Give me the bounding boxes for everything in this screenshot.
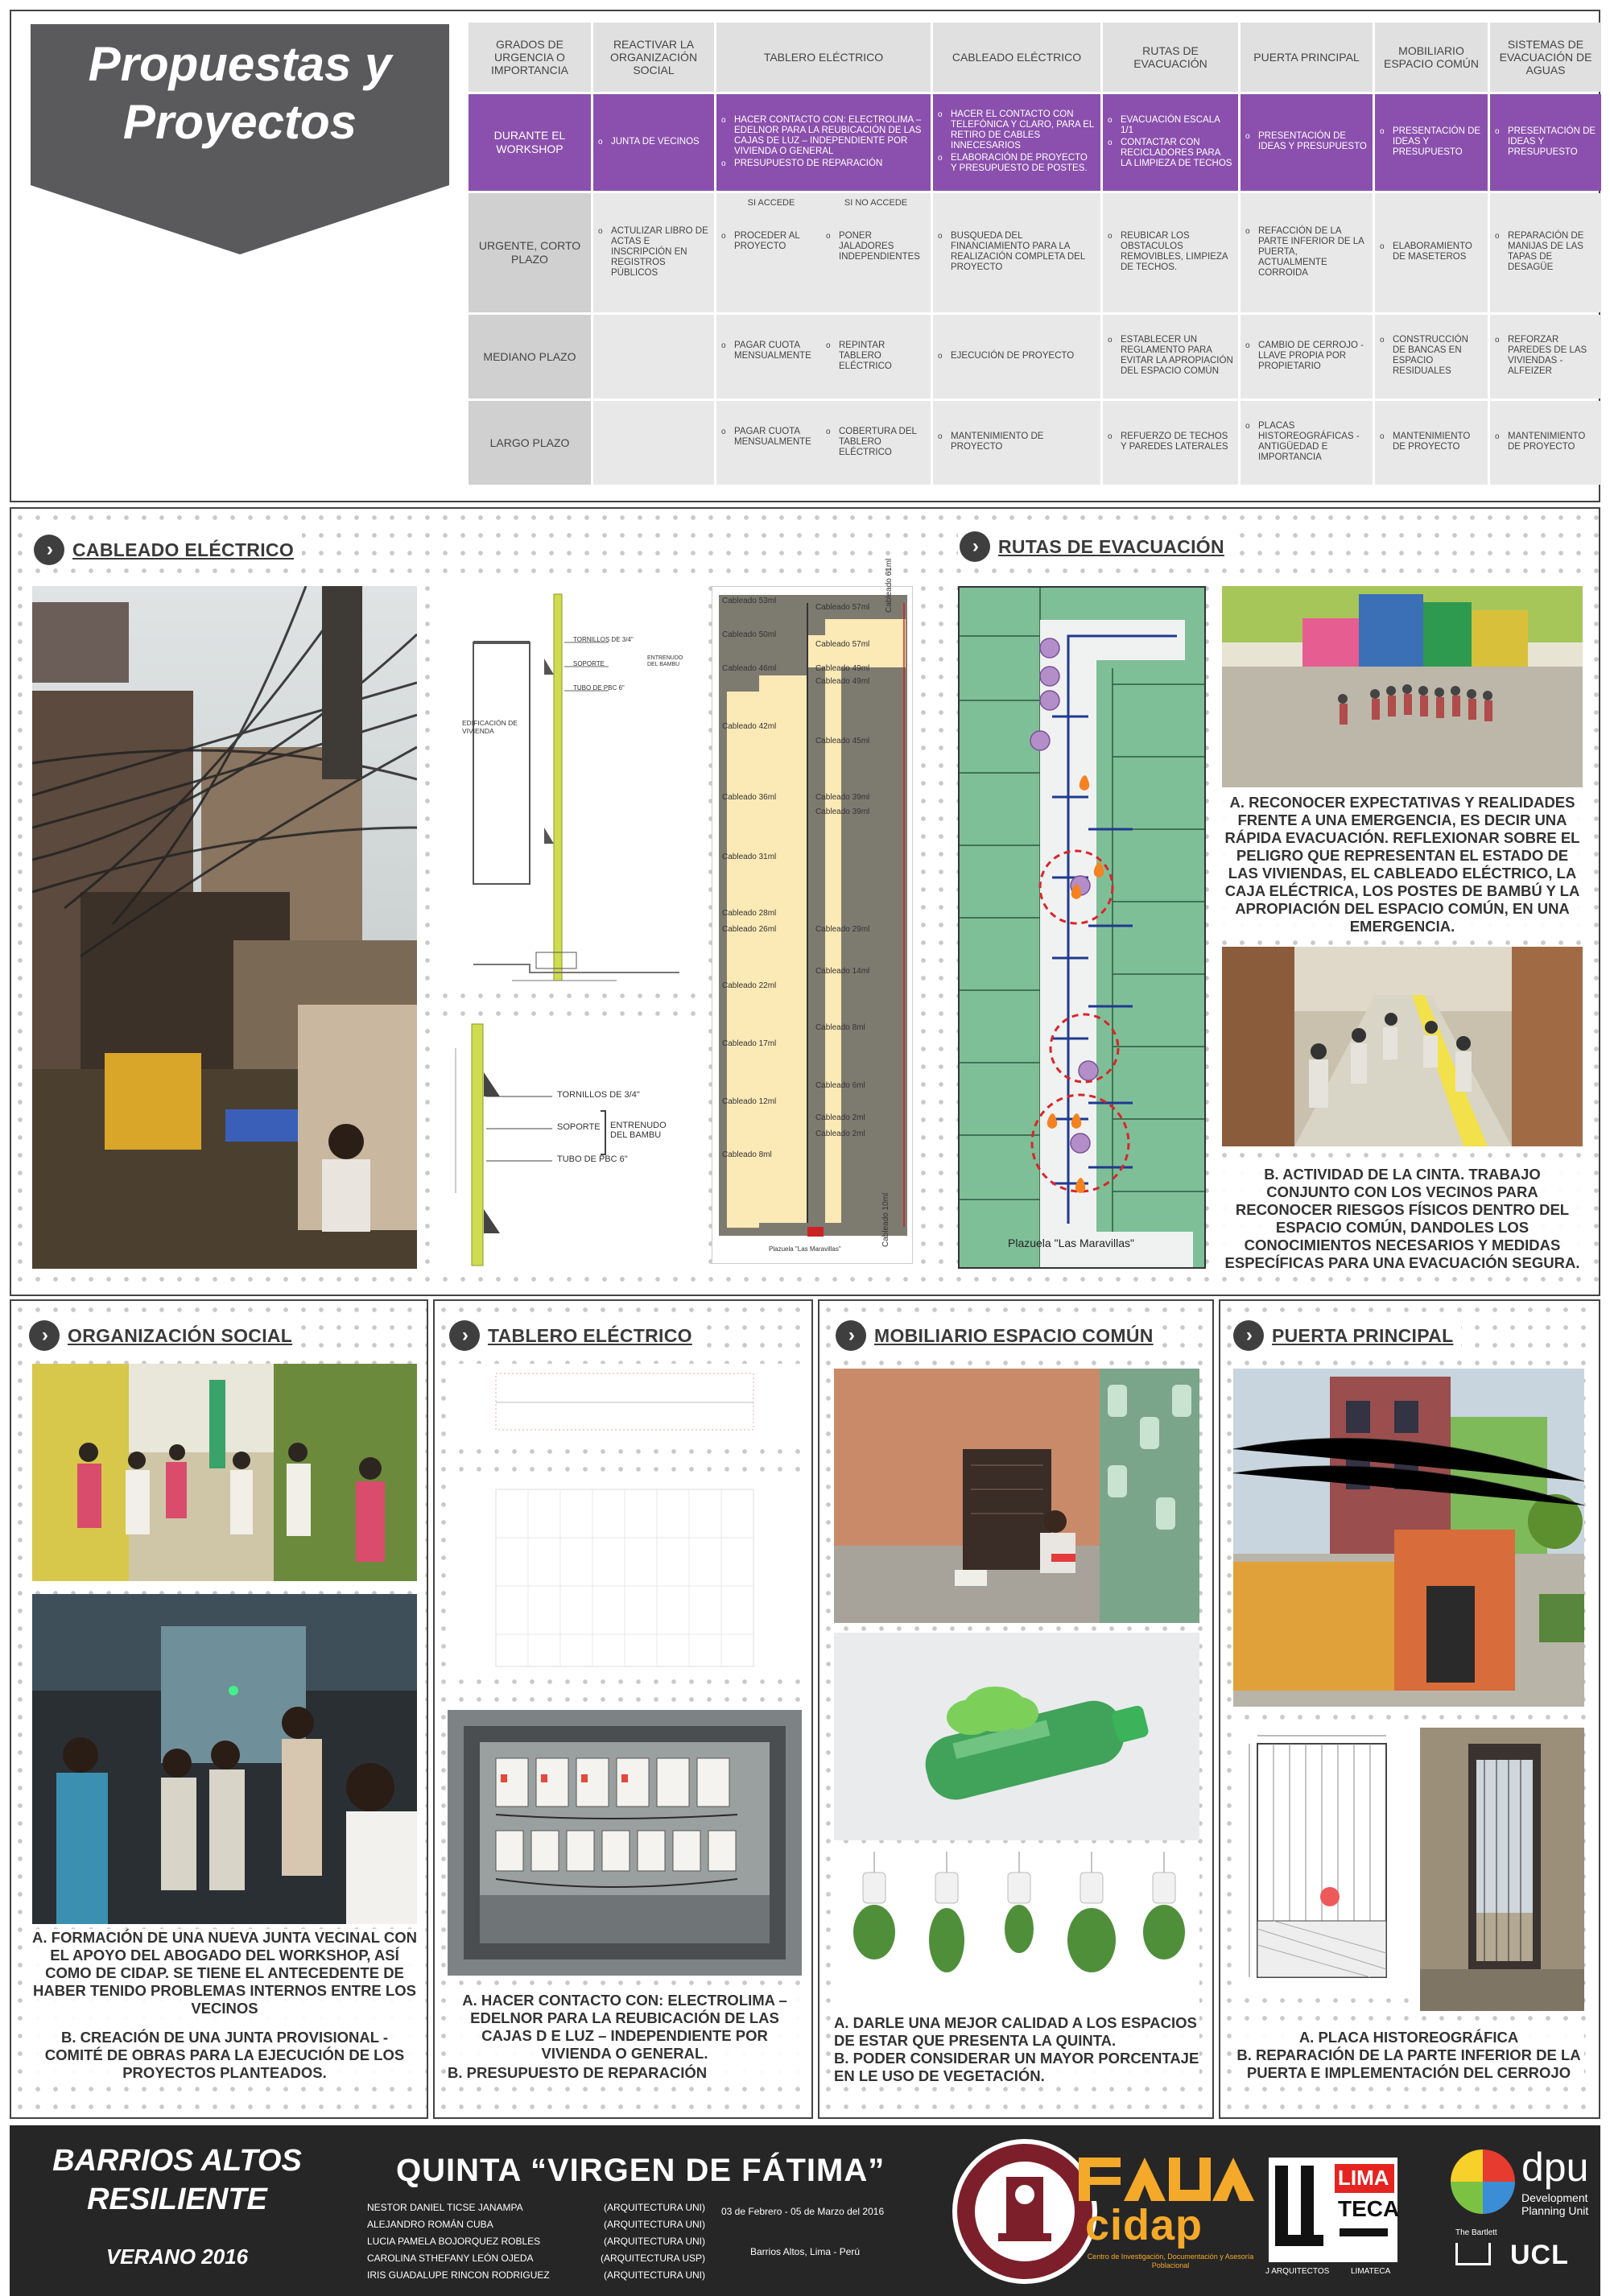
table-cell	[593, 401, 714, 485]
cable-label: Cableado 46ml	[722, 664, 777, 673]
cable-label: Cableado 22ml	[722, 981, 777, 990]
member-name: NESTOR DANIEL TICSE JANAMPA	[367, 2202, 523, 2213]
member-name: IRIS GUADALUPE RINCON RODRIGUEZ	[367, 2269, 550, 2281]
table-cell	[1375, 401, 1488, 485]
table-cell	[593, 94, 714, 191]
col-header: SISTEMAS DE EVACUACIÓN DE AGUAS	[1490, 23, 1601, 92]
caption-text-b: B. PODER CONSIDERAR UN MAYOR PORCENTAJE EN LE USO DE VEGETACIÓN.	[834, 2050, 1199, 2084]
cell-item: o MANTENIMIENTO DE PROYECTO	[1495, 432, 1596, 452]
rutas-caption-a	[1222, 794, 1583, 935]
cidap-logo: cidap	[1085, 2201, 1203, 2249]
table-cell	[716, 315, 931, 398]
cable-label: Cableado 45ml	[815, 737, 870, 745]
bartlett-icon	[1455, 2243, 1491, 2265]
title-line-1: Propuestas y	[88, 37, 392, 91]
uni-seal-logo	[950, 2137, 1100, 2286]
soporte-label: SOPORTE	[557, 1122, 601, 1132]
section-title-text: PUERTA PRINCIPAL	[1272, 1324, 1454, 1346]
table-cell	[1241, 401, 1373, 485]
dpu-subtitle-line: Development	[1521, 2191, 1588, 2204]
table-cell	[716, 193, 931, 312]
table-cell	[1490, 401, 1601, 485]
table-cell	[1241, 315, 1373, 398]
puerta-drawing	[1233, 1728, 1410, 1993]
rutas-photo-b	[1222, 947, 1583, 1146]
cell-item: o ESTABLECER UN REGLAMENTO PARA EVITAR LA APROPIACIÓN DEL ESPACIO COMÚN	[1108, 335, 1233, 377]
caption-text-a: A. PLACA HISTOREOGRÁFICA	[1298, 2029, 1519, 2046]
cell-item: o ELABORACIÓN DE PROYECTO Y PRESUPUESTO DE POSTES.	[938, 153, 1096, 174]
limateca-label: LIMATECA	[1351, 2267, 1391, 2276]
cell-item: o PROCEDER AL PROYECTO	[721, 231, 821, 252]
limateca-word-1: LIMA	[1338, 2166, 1389, 2190]
section-title-mobiliario	[834, 1319, 1162, 1352]
section-title-puerta	[1232, 1319, 1461, 1352]
cable-label-vertical-top: Cableado 61ml	[885, 558, 894, 613]
caption-text-a: A. DARLE UNA MEJOR CALIDAD A LOS ESPACIOS DE ESTAR QUE PRESENTA LA QUINTA.	[834, 2014, 1197, 2049]
cell-item: o ACTULIZAR LIBRO DE ACTAS E INSCRIPCIÓN EN REGISTROS PÚBLICOS	[598, 226, 709, 279]
footer-project-title: QUINTA “VIRGEN DE FÁTIMA”	[396, 2153, 886, 2188]
cell-item: o CONSTRUCCIÓN DE BANCAS EN ESPACIO RESIDUALES	[1380, 335, 1483, 377]
soporte-label-small: SOPORTE	[573, 660, 605, 667]
cell-item: o HACER CONTACTO CON: ELECTROLIMA – EDELNOR PARA LA REUBICACIÓN DE LAS CAJAS DE LUZ – INDEPENDIENTE POR VIVIENDA O GENERAL	[721, 115, 926, 157]
caption-text: B. ACTIVIDAD DE LA CINTA. TRABAJO CONJUNTO CON LOS VECINOS PARA RECONOCER RIESGOS FÍSICOS DENTRO DEL ESPACIO COMÚN, DANDOLES LOS CONOCIMIENTOS NECESARIOS Y MEDIDAS ESPECÍFICAS PARA UNA EVACUACIÓN SEGURA.	[1224, 1166, 1580, 1271]
cable-label: Cableado 29ml	[815, 925, 870, 934]
footer-brand-line-1: BARRIOS ALTOS	[52, 2144, 302, 2178]
section-title-text: ORGANIZACIÓN SOCIAL	[68, 1324, 293, 1346]
row-label: LARGO PLAZO	[469, 401, 591, 485]
bamboo-detail-closeup	[440, 1016, 696, 1269]
table-cell	[1103, 401, 1238, 485]
tubo-label: TUBO DE PBC 6"	[557, 1154, 628, 1164]
mobiliario-photo-b	[834, 1633, 1199, 1840]
col-header: GRADOS DE URGENCIA O IMPORTANCIA	[469, 23, 591, 92]
cell-item: o REFUERZO DE TECHOS Y PAREDES LATERALES	[1108, 432, 1233, 452]
col-header: PUERTA PRINCIPAL	[1241, 23, 1373, 92]
evac-plan-label: Plazuela "Las Maravillas"	[1008, 1237, 1135, 1249]
cell-item: o EJECUCIÓN DE PROYECTO	[938, 351, 1096, 361]
caption-text-b: B. REPARACIÓN DE LA PARTE INFERIOR DE LA PUERTA E IMPLEMENTACIÓN DEL CERROJO	[1236, 2046, 1581, 2081]
puerta-photo-b	[1420, 1728, 1584, 2011]
team-member	[367, 2267, 705, 2284]
limateca-word-2: TECA	[1338, 2196, 1400, 2221]
member-school: (ARQUITECTURA UNI)	[604, 2236, 705, 2247]
tablero-drawing-top	[448, 1364, 802, 1444]
section-title-cableado	[32, 533, 302, 567]
table-cell	[933, 193, 1100, 312]
cable-label: Cableado 2ml	[815, 1113, 865, 1122]
table-cell	[593, 193, 714, 312]
cell-item: o COBERTURA DEL TABLERO ELÉCTRICO	[826, 427, 926, 458]
cell-item: o MANTENIMIENTO DE PROYECTO	[938, 432, 1096, 452]
cell-item: o CAMBIO DE CERROJO - LLAVE PROPIA POR PROPIETARIO	[1245, 341, 1368, 372]
team-member	[367, 2250, 705, 2267]
col-header: REACTIVAR LA ORGANIZACIÓN SOCIAL	[593, 23, 714, 92]
section-title-rutas	[958, 530, 1232, 564]
chevron-right-icon: ›	[960, 531, 990, 562]
chevron-right-icon: ›	[1233, 1320, 1264, 1351]
cable-label: Cableado 49ml	[815, 664, 870, 673]
cell-item: o REPINTAR TABLERO ELÉCTRICO	[826, 341, 926, 372]
team-member	[367, 2216, 705, 2233]
cell-item: o PRESENTACIÓN DE IDEAS Y PRESUPUESTO	[1245, 131, 1368, 152]
cable-label: Cableado 12ml	[722, 1097, 777, 1106]
caption-text-a: A. HACER CONTACTO CON: ELECTROLIMA – EDELNOR PARA LA REUBICACIÓN DE LAS CAJAS D E LUZ – INDEPENDIENTE POR VIVIENDA O GENERAL.	[462, 1992, 787, 2062]
title-banner	[31, 24, 449, 254]
dpu-subtitle-line: Planning Unit	[1521, 2204, 1589, 2217]
cable-label: Cableado 8ml	[815, 1023, 865, 1032]
caption-text-b: B. CREACIÓN DE UNA JUNTA PROVISIONAL - COMITÉ DE OBRAS PARA LA EJECUCIÓN DE LOS PROYECTOS PLANTEADOS.	[44, 2029, 405, 2081]
cableado-photo	[32, 586, 417, 1269]
cell-item: o REUBICAR LOS OBSTACULOS REMOVIBLES, LIMPIEZA DE TECHOS.	[1108, 231, 1233, 273]
chevron-right-icon: ›	[449, 1320, 480, 1351]
caption-text-a: A. FORMACIÓN DE UNA NUEVA JUNTA VECINAL CON EL APOYO DEL ABOGADO DEL WORKSHOP, ASÍ COMO DE CIDAP. SE TIENE EL ANTECEDENTE DE HABER TENIDO PROBLEMAS INTERNOS ENTRE LOS VECINOS	[32, 1929, 417, 2017]
bartlett-label: The Bartlett	[1455, 2228, 1497, 2237]
table-cell	[1375, 94, 1488, 191]
table-cell	[1375, 193, 1488, 312]
table-cell	[933, 401, 1100, 485]
entrenudo-label: ENTRENUDO DEL BAMBU	[610, 1121, 667, 1140]
chevron-right-icon: ›	[34, 535, 64, 565]
chevron-right-icon: ›	[29, 1320, 60, 1351]
table-cell	[716, 94, 931, 191]
cell-item: o REPARACIÓN DE MANIJAS DE LAS TAPAS DE DESAGÜE	[1495, 231, 1596, 273]
row-label: MEDIANO PLAZO	[469, 315, 591, 398]
tablero-caption	[448, 1992, 802, 2082]
cable-label: Cableado 31ml	[722, 853, 777, 861]
dpu-subtitle	[1521, 2191, 1588, 2217]
table-cell	[593, 315, 714, 398]
evacuation-plan	[958, 586, 1206, 1269]
tornillos-label-small: TORNILLOS DE 3/4"	[573, 636, 634, 643]
cable-label: Cableado 39ml	[815, 807, 870, 816]
footer-location: Barrios Altos, Lima - Perú	[750, 2246, 861, 2257]
col-header: TABLERO ELÉCTRICO	[716, 23, 931, 92]
section-title-text: CABLEADO ELÉCTRICO	[72, 539, 295, 560]
entrenudo-label-small: ENTRENUDO DEL BAMBU	[647, 655, 683, 667]
table-cell	[933, 94, 1100, 191]
cable-label: Cableado 50ml	[722, 630, 777, 639]
team-member	[367, 2199, 705, 2216]
section-title-tablero	[448, 1319, 700, 1352]
member-school: (ARQUITECTURA UNI)	[604, 2219, 705, 2230]
caption-text: A. RECONOCER EXPECTATIVAS Y REALIDADES FRENTE A UNA EMERGENCIA, ES DECIR UNA RÁPIDA EVACUACIÓN. REFLEXIONAR SOBRE EL PELIGRO QUE REPRESENTAN EL ESTADO DE LAS VIVIENDAS, EL CABLEADO ELÉCTRICO, LA CAJA ELÉCTRICA, LOS POSTES DE BAMBÚ Y LA APROPIACIÓN DEL ESPACIO COMÚN, EN UNA EMERGENCIA.	[1224, 794, 1580, 935]
cable-label-vertical-bottom: Cableado 10ml	[881, 1192, 890, 1247]
cable-label: Cableado 42ml	[722, 722, 777, 731]
cell-item: o EVACUACIÓN ESCALA 1/1	[1108, 115, 1233, 136]
organizacion-caption	[32, 1929, 417, 2082]
cidap-subtitle: Centro de Investigación, Documentación y Asesoría Poblacional	[1087, 2253, 1254, 2269]
faua-logo	[1079, 2158, 1256, 2201]
cable-label: Cableado 8ml	[722, 1150, 772, 1159]
table-cell	[1375, 315, 1488, 398]
cell-item: o PLACAS HISTOREOGRÁFICAS - ANTIGÜEDAD E IMPORTANCIA	[1245, 421, 1368, 463]
proposals-table	[469, 23, 1601, 485]
team-member	[367, 2233, 705, 2250]
cable-label: Cableado 39ml	[815, 793, 870, 802]
cell-item: o MANTENIMIENTO DE PROYECTO	[1380, 432, 1483, 452]
puerta-caption	[1233, 2029, 1584, 2082]
tubo-label-small: TUBO DE PBC 6"	[573, 684, 625, 692]
bamboo-detail-elevation	[440, 586, 696, 993]
col-header: RUTAS DE EVACUACIÓN	[1103, 23, 1238, 92]
caption-text-b: B. PRESUPUESTO DE REPARACIÓN	[448, 2064, 708, 2081]
cable-label: Cableado 28ml	[722, 909, 777, 918]
table-cell	[716, 401, 931, 485]
cable-label: Cableado 14ml	[815, 967, 870, 976]
table-cell	[933, 315, 1100, 398]
cable-label: Cableado 17ml	[722, 1039, 777, 1048]
cable-label: Cableado 2ml	[815, 1129, 865, 1138]
row-label: URGENTE, CORTO PLAZO	[469, 193, 591, 312]
member-school: (ARQUITECTURA UNI)	[604, 2202, 705, 2213]
mobiliario-photo-c	[834, 1852, 1199, 2006]
section-title-text: RUTAS DE EVACUACIÓN	[998, 535, 1224, 557]
cell-item: o PRESENTACIÓN DE IDEAS Y PRESUPUESTO	[1495, 126, 1596, 158]
table-cell	[1103, 193, 1238, 312]
dpu-logo-icon	[1451, 2149, 1515, 2214]
cell-item: o PAGAR CUOTA MENSUALMENTE	[721, 427, 821, 448]
chevron-right-icon: ›	[836, 1320, 866, 1351]
rutas-caption-b	[1222, 1166, 1583, 1272]
member-school: (ARQUITECTURA UNI)	[604, 2269, 705, 2281]
cable-label: Cableado 36ml	[722, 793, 777, 802]
tablero-photo	[448, 1710, 802, 1976]
cable-plan	[712, 558, 913, 1264]
organizacion-photo-b	[32, 1594, 417, 1924]
puerta-photo-a	[1233, 1369, 1584, 1707]
jarquitectos-logo	[1269, 2158, 1400, 2262]
cell-item: o ELABORAMIENTO DE MASETEROS	[1380, 242, 1483, 262]
mobiliario-caption	[834, 2014, 1199, 2085]
cable-label: Cableado 6ml	[815, 1081, 865, 1090]
member-name: LUCIA PAMELA BOJORQUEZ ROBLES	[367, 2236, 541, 2247]
member-name: ALEJANDRO ROMÁN CUBA	[367, 2219, 493, 2230]
table-cell	[1490, 193, 1601, 312]
table-cell	[1241, 94, 1373, 191]
table-cell	[1490, 94, 1601, 191]
jarquitectos-label: J ARQUITECTOS	[1265, 2267, 1330, 2276]
section-title-organizacion	[27, 1319, 300, 1352]
title-line-2: Proyectos	[122, 95, 357, 149]
cell-item: o PONER JALADORES INDEPENDIENTES	[826, 231, 926, 262]
table-cell	[1103, 315, 1238, 398]
cell-item: o PAGAR CUOTA MENSUALMENTE	[721, 341, 821, 361]
mobiliario-photo-a	[834, 1369, 1199, 1623]
col-header: MOBILIARIO ESPACIO COMÚN	[1375, 23, 1488, 92]
member-name: CAROLINA STHEFANY LEÓN OJEDA	[367, 2253, 534, 2264]
tablero-drawing-grid	[448, 1473, 802, 1675]
cable-label: Cableado 57ml	[815, 603, 870, 612]
rutas-photo-a	[1222, 586, 1583, 787]
cable-label: Cableado 57ml	[815, 640, 870, 649]
cell-item: o REFACCIÓN DE LA PARTE INFERIOR DE LA PUERTA, ACTUALMENTE CORROIDA	[1245, 226, 1368, 279]
tornillos-label: TORNILLOS DE 3/4"	[557, 1090, 640, 1100]
cell-item: o BUSQUEDA DEL FINANCIAMIENTO PARA LA REALIZACIÓN COMPLETA DEL PROYECTO	[938, 231, 1096, 273]
cell-item: o REFORZAR PAREDES DE LAS VIVIENDAS - ALFEIZER	[1495, 335, 1596, 377]
cable-plan-name: Plazuela "Las Maravillas"	[769, 1245, 841, 1253]
cell-item: o PRESUPUESTO DE REPARACIÓN	[721, 159, 926, 169]
row-label: DURANTE EL WORKSHOP	[469, 94, 591, 191]
footer-brand-line-2: RESILIENTE	[87, 2182, 267, 2216]
no-accede-label: SI NO ACCEDE	[844, 198, 908, 208]
footer-season: VERANO 2016	[105, 2244, 249, 2269]
member-school: (ARQUITECTURA USP)	[600, 2253, 705, 2264]
section-title-text: TABLERO ELÉCTRICO	[488, 1324, 692, 1346]
table-cell	[1490, 315, 1601, 398]
section-title-text: MOBILIARIO ESPACIO COMÚN	[874, 1324, 1154, 1346]
team-list	[367, 2199, 705, 2284]
footer	[10, 2125, 1600, 2296]
cell-item: o PRESENTACIÓN DE IDEAS Y PRESUPUESTO	[1380, 126, 1483, 158]
table-cell	[1241, 193, 1373, 312]
cable-label: Cableado 53ml	[722, 597, 777, 605]
ucl-logo: UCL	[1510, 2240, 1569, 2270]
dpu-wordmark: dpu	[1521, 2145, 1589, 2190]
cable-label: Cableado 49ml	[815, 677, 870, 686]
cell-item: o JUNTA DE VECINOS	[598, 137, 709, 147]
col-header: CABLEADO ELÉCTRICO	[933, 23, 1100, 92]
organizacion-photo-a	[32, 1364, 417, 1581]
edificacion-label: EDIFICACIÓN DE VIVIENDA	[462, 719, 518, 735]
cable-label: Cableado 26ml	[722, 925, 777, 934]
table-cell	[1103, 94, 1238, 191]
cell-item: o HACER EL CONTACTO CON TELEFÓNICA Y CLARO, PARA EL RETIRO DE CABLES INNECESARIOS	[938, 109, 1096, 151]
cell-item: o CONTACTAR CON RECICLADORES PARA LA LIMPIEZA DE TECHOS	[1108, 138, 1233, 169]
si-accede-label: SI ACCEDE	[747, 198, 795, 208]
footer-dates: 03 de Febrero - 05 de Marzo del 2016	[721, 2206, 885, 2217]
